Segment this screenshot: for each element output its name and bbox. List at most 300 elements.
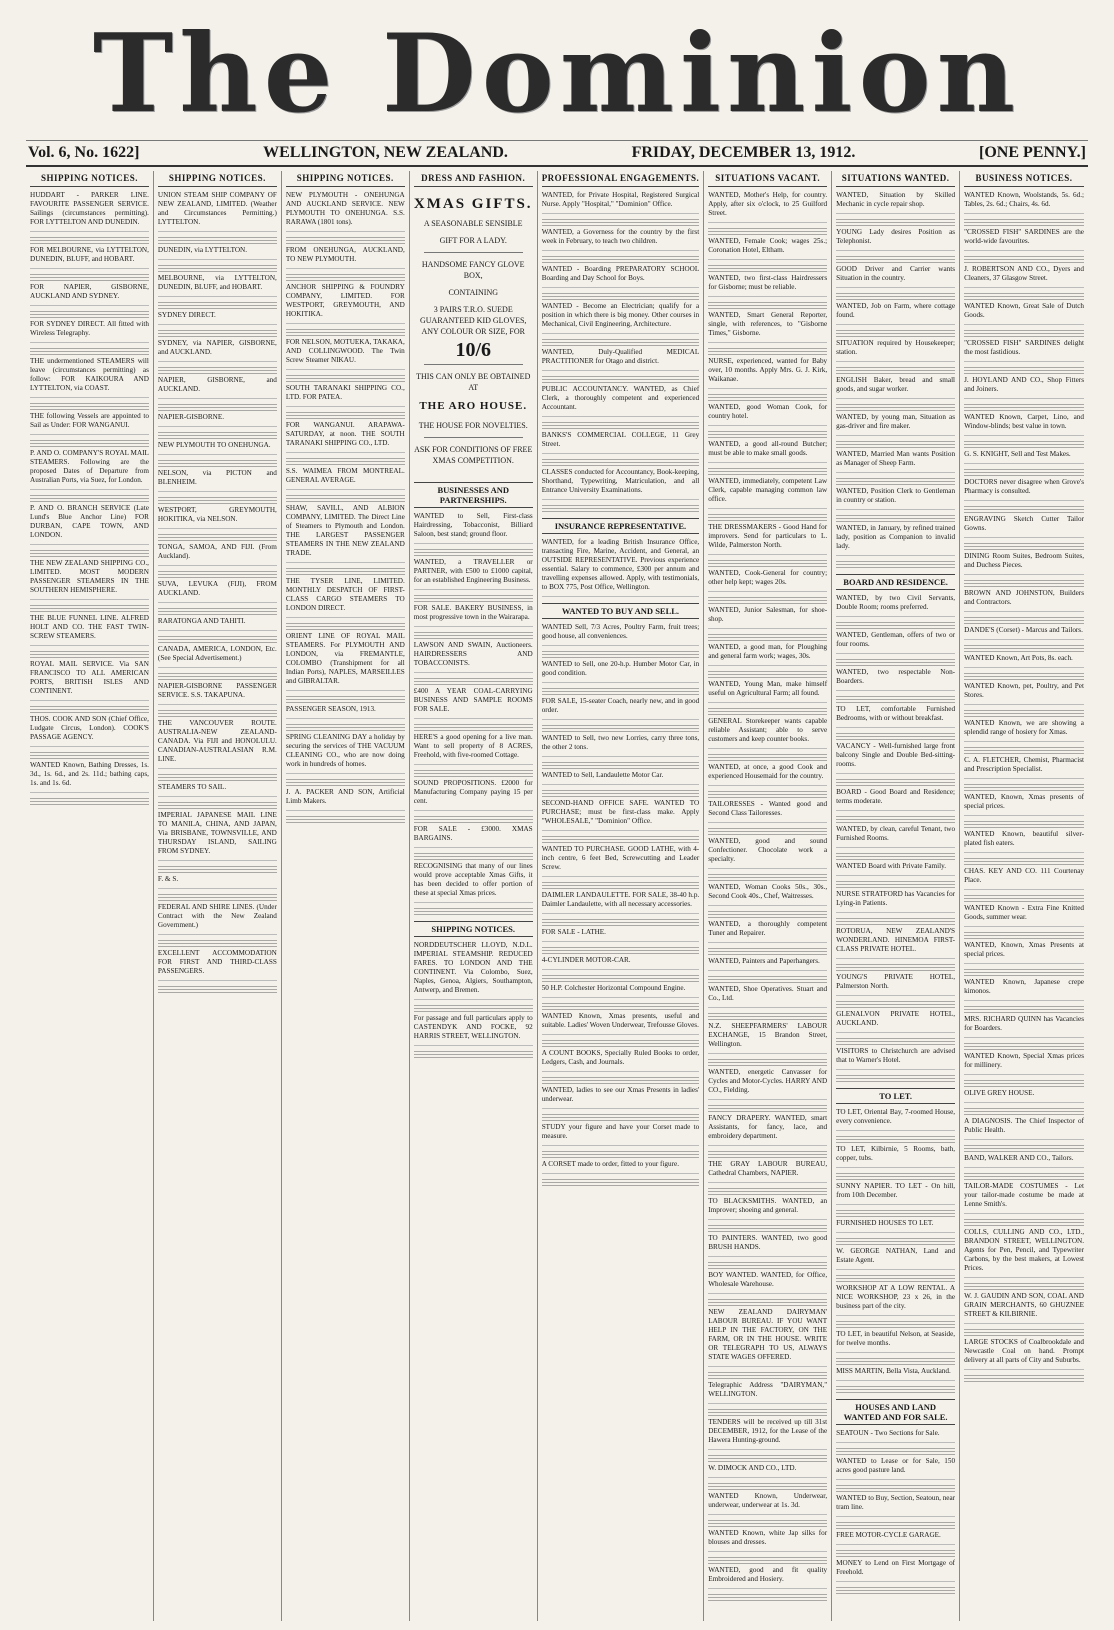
ad-list bbox=[158, 191, 277, 993]
classified-advert: 50 H.P. Colchester Horizontal Compound Engine. bbox=[542, 984, 700, 998]
text-filler bbox=[836, 779, 955, 786]
ad-list bbox=[542, 191, 700, 512]
classified-advert: FOR SALE, 15-seater Coach, nearly new, and in good order. bbox=[542, 697, 700, 720]
classified-advert: THE undermentioned STEAMERS will leave (circumstances permitting) as follow: FOR KAIKOURA AND LYTTELTON, via COAST. bbox=[30, 357, 149, 398]
classified-advert: WANTED, Mother's Help, for country. Apply, after six o'clock, to 25 Guilford Street. bbox=[708, 191, 827, 223]
promo-line: A SEASONABLE SENSIBLE bbox=[423, 219, 523, 228]
text-filler bbox=[836, 1485, 955, 1492]
promo-line: GIFT FOR A LADY. bbox=[439, 236, 507, 245]
classified-advert: WANTED, energetic Canvasser for Cycles and Motor-Cycles. HARRY AND CO., Fielding. bbox=[708, 1068, 827, 1100]
classified-advert: VISITORS to Christchurch are advised that to Warner's Hotel. bbox=[836, 1047, 955, 1070]
ad-list bbox=[836, 594, 955, 1082]
text-filler bbox=[836, 853, 955, 860]
text-filler bbox=[158, 608, 277, 615]
classified-advert: 4-CYLINDER MOTOR-CAR. bbox=[542, 956, 700, 970]
text-filler bbox=[836, 1522, 955, 1529]
text-filler bbox=[708, 1013, 827, 1020]
text-filler bbox=[158, 774, 277, 781]
text-filler bbox=[30, 274, 149, 281]
text-filler bbox=[542, 376, 700, 383]
classified-advert: NAPIER-GISBORNE. bbox=[158, 413, 277, 427]
classified-advert: WANTED, Position Clerk to Gentleman in country or station. bbox=[836, 487, 955, 510]
text-filler bbox=[542, 293, 700, 300]
classified-advert: J. ROBERTSON AND CO., Dyers and Cleaners, 37 Glasgow Street. bbox=[964, 265, 1084, 288]
classified-advert: COLLS, CULLING AND CO., LTD., BRANDON STREET, WELLINGTON. Agents for Pen, Pencil, and Typewriter Carbons, by the best makers, at Lowest Prices. bbox=[964, 1228, 1084, 1278]
text-filler bbox=[286, 724, 405, 731]
classified-advert: SOUND PROPOSITIONS. £2000 for Manufacturing Company paying 15 per cent. bbox=[414, 779, 533, 811]
ad-list bbox=[836, 191, 955, 568]
promo-line: THE HOUSE FOR NOVELTIES. bbox=[418, 421, 528, 430]
section-heading: INSURANCE REPRESENTATIVE. bbox=[542, 518, 700, 534]
text-filler bbox=[414, 549, 533, 556]
column-heading: SHIPPING NOTICES. bbox=[286, 171, 405, 187]
classified-advert: TO PAINTERS. WANTED, two good BRUSH HANDS. bbox=[708, 1234, 827, 1257]
classified-advert: EXCELLENT ACCOMMODATION FOR FIRST AND THIRD-CLASS PASSENGERS. bbox=[158, 949, 277, 981]
text-filler bbox=[836, 219, 955, 226]
classified-advert: ANCHOR SHIPPING & FOUNDRY COMPANY, LIMITED. FOR WESTPORT, GREYMOUTH, AND HOKITIKA. bbox=[286, 283, 405, 324]
text-filler bbox=[964, 404, 1084, 411]
classified-advert: J. A. PACKER AND SON, Artificial Limb Makers. bbox=[286, 788, 405, 811]
text-filler bbox=[158, 940, 277, 947]
classified-advert: TO LET, Kilbirnie, 5 Rooms, bath, copper, tubs. bbox=[836, 1145, 955, 1168]
text-filler bbox=[836, 1550, 955, 1557]
ad-list bbox=[836, 1108, 955, 1393]
classified-advert: WANTED Known, Woolstands, 5s. 6d.; Tables, 2s. 6d.; Chairs, 4s. 6d. bbox=[964, 191, 1084, 214]
text-filler bbox=[708, 1059, 827, 1066]
classified-advert: FURNISHED HOUSES TO LET. bbox=[836, 1219, 955, 1233]
classified-advert: A COUNT BOOKS, Specially Ruled Books to order, Ledgers, Cash, and Journals. bbox=[542, 1049, 700, 1072]
classified-advert: WANTED Known, Underwear, underwear, underwear at 1s. 3d. bbox=[708, 1492, 827, 1515]
insurance-advert: WANTED, for a leading British Insurance Office, transacting Fire, Marine, Accident, and General, an OUTSIDE REPRESENTATIVE. Previous experience essential. Salary to commence, £300 per annum and travelling expenses allowed. Apply, with testimonials, to BOX 775, Post Office, Wellington. bbox=[542, 538, 700, 597]
classified-advert: ENGLISH Baker, bread and small goods, and sugar worker. bbox=[836, 376, 955, 399]
classified-advert: WANTED to Lease or for Sale, 150 acres good pasture land. bbox=[836, 1457, 955, 1480]
text-filler bbox=[836, 441, 955, 448]
dateline bbox=[26, 141, 1088, 167]
text-filler bbox=[708, 1188, 827, 1195]
classified-advert: A CORSET made to order, fitted to your figure. bbox=[542, 1160, 700, 1174]
column-heading: SHIPPING NOTICES. bbox=[30, 171, 149, 187]
text-filler bbox=[708, 708, 827, 715]
classified-advert: THE DRESSMAKERS - Good Hand for improvers. Send for particulars to L. Wilde, Palmerston North. bbox=[708, 523, 827, 555]
classified-advert: NORDDEUTSCHER LLOYD, N.D.L. IMPERIAL STEAMSHIP. REDUCED FARES. TO LONDON AND THE CONTINENT. Via Colombo, Suez, Naples, Genoa, Algiers, Southampton, Antwerp, and Bremen. bbox=[414, 941, 533, 1000]
classified-advert: WANTED, Married Man wants Position as Manager of Sheep Farm. bbox=[836, 450, 955, 473]
promo-house: THE ARO HOUSE. bbox=[419, 400, 528, 412]
text-filler bbox=[836, 1001, 955, 1008]
classified-advert: CLASSES conducted for Accountancy, Book-keeping, Shorthand, Typewriting, Matriculation, and all Entrance University Examinations. bbox=[542, 468, 700, 500]
text-filler bbox=[708, 302, 827, 309]
columns bbox=[26, 171, 1088, 1621]
classified-advert: IMPERIAL JAPANESE MAIL LINE TO MANILA, CHINA, AND JAPAN, Via BRISBANE, TOWNSVILLE, AND THURSDAY ISLAND, SAILING FROM SYDNEY. bbox=[158, 811, 277, 861]
classified-advert: WANTED, Woman Cooks 50s., 30s., Second Cook 40s., Chef, Waitresses. bbox=[708, 883, 827, 906]
classified-advert: WANTED, a Governess for the country by the first week in February, to teach two children. bbox=[542, 228, 700, 251]
classified-advert: SYDNEY DIRECT. bbox=[158, 311, 277, 325]
text-filler bbox=[836, 696, 955, 703]
column-heading: DRESS AND FASHION. bbox=[414, 171, 533, 187]
text-filler bbox=[836, 881, 955, 888]
column-heading: PROFESSIONAL ENGAGEMENTS. bbox=[542, 171, 700, 187]
classified-advert: WANTED Known - Extra Fine Knitted Goods, summer wear. bbox=[964, 904, 1084, 927]
text-filler bbox=[158, 802, 277, 809]
classified-advert: W. DIMOCK AND CO., LTD. bbox=[708, 1464, 827, 1478]
classified-advert: WANTED, Smart General Reporter, single, with references, to "Gisborne Times," Gisborne. bbox=[708, 311, 827, 343]
classified-advert: FANCY DRAPERY. WANTED, smart Assistants, for fancy, lace, and embroidery department. bbox=[708, 1114, 827, 1146]
classified-advert: SOUTH TARANAKI SHIPPING CO., LTD. FOR PATEA. bbox=[286, 384, 405, 407]
classified-advert: A DIAGNOSIS. The Chief Inspector of Public Health. bbox=[964, 1117, 1084, 1140]
classified-advert: WANTED, Duly-Qualified MEDICAL PRACTITIONER for Otago and district. bbox=[542, 348, 700, 371]
text-filler bbox=[708, 874, 827, 881]
text-filler bbox=[964, 932, 1084, 939]
text-filler bbox=[708, 828, 827, 835]
classified-advert: WANTED Known, Japanese crepe kimonos. bbox=[964, 978, 1084, 1001]
classified-advert: BOARD - Good Board and Residence; terms moderate. bbox=[836, 788, 955, 811]
text-filler bbox=[708, 348, 827, 355]
classified-advert: Telegraphic Address "DAIRYMAN," WELLINGTON. bbox=[708, 1381, 827, 1404]
text-filler bbox=[542, 882, 700, 889]
classified-advert: WANTED, a good all-round Butcher; must be able to make small goods. bbox=[708, 440, 827, 463]
classified-advert: DANDE'S (Corset) - Marcus and Tailors. bbox=[964, 626, 1084, 640]
classified-advert: FROM ONEHUNGA, AUCKLAND, TO NEW PLYMOUTH. bbox=[286, 246, 405, 269]
text-filler bbox=[158, 497, 277, 504]
ad-list bbox=[414, 512, 533, 915]
text-filler bbox=[542, 1040, 700, 1047]
text-filler bbox=[964, 1145, 1084, 1152]
classified-advert: S.S. WAIMEA FROM MONTREAL. GENERAL AVERAGE. bbox=[286, 467, 405, 490]
classified-advert: WANTED, immediately, competent Law Clerk, capable managing common law office. bbox=[708, 477, 827, 509]
text-filler bbox=[964, 1006, 1084, 1013]
classified-advert: SUNNY NAPIER. TO LET - On hill, from 10th December. bbox=[836, 1182, 955, 1205]
classified-advert: NELSON, via PICTON and BLENHEIM. bbox=[158, 469, 277, 492]
text-filler bbox=[158, 673, 277, 680]
classified-advert: WANTED Known, Xmas presents, useful and suitable. Ladies' Woven Underwear, Trefousse Gloves. bbox=[542, 1012, 700, 1035]
classified-advert: SPRING CLEANING DAY a holiday by securing the services of THE VACUUM CLEANING CO., who are now doing work in hundreds of homes. bbox=[286, 733, 405, 774]
section-heading: TO LET. bbox=[836, 1088, 955, 1104]
classified-advert: WANTED TO PURCHASE. GOOD LATHE, with 4-inch centre, 6 feet Bed, Screwcutting and Leader Screw. bbox=[542, 845, 700, 877]
section-heading: WANTED TO BUY AND SELL. bbox=[542, 603, 700, 619]
classified-advert: ENGRAVING Sketch Cutter Tailor Gowns. bbox=[964, 515, 1084, 538]
classified-advert: F. & S. bbox=[158, 875, 277, 889]
text-filler bbox=[542, 790, 700, 797]
classified-advert: GENERAL Storekeeper wants capable reliable Assistant; able to serve customers and keep counter books. bbox=[708, 717, 827, 749]
classified-advert: FOR SALE - £3000. XMAS BARGAINS. bbox=[414, 825, 533, 848]
text-filler bbox=[964, 747, 1084, 754]
promo-line: ASK FOR CONDITIONS OF FREE XMAS COMPETITION. bbox=[414, 445, 533, 465]
text-filler bbox=[964, 219, 1084, 226]
text-filler bbox=[964, 645, 1084, 652]
classified-advert: THE GRAY LABOUR BUREAU, Cathedral Chambers, NAPIER. bbox=[708, 1160, 827, 1183]
text-filler bbox=[542, 975, 700, 982]
text-filler bbox=[286, 375, 405, 382]
text-filler bbox=[542, 947, 700, 954]
text-filler bbox=[414, 853, 533, 860]
issue-date: FRIDAY, DECEMBER 13, 1912. bbox=[631, 144, 856, 161]
text-filler bbox=[964, 293, 1084, 300]
classified-advert: C. A. FLETCHER, Chemist, Pharmacist and Prescription Specialist. bbox=[964, 756, 1084, 779]
classified-advert: BAND, WALKER AND CO., Tailors. bbox=[964, 1154, 1084, 1168]
classified-advert: FOR SALE. BAKERY BUSINESS, in most progressive town in the Wairarapa. bbox=[414, 604, 533, 627]
text-filler bbox=[964, 1329, 1084, 1336]
classified-advert: TENDERS will be received up till 31st DECEMBER, 1912, for the Lease of the Hawera Hunting-ground. bbox=[708, 1418, 827, 1450]
text-filler bbox=[30, 495, 149, 502]
text-filler bbox=[708, 1372, 827, 1379]
classified-advert: THE TYSER LINE, LIMITED. MONTHLY DESPATCH OF FIRST-CLASS CARGO STEAMERS TO LONDON DIRECT. bbox=[286, 577, 405, 618]
text-filler bbox=[30, 706, 149, 713]
text-filler bbox=[414, 724, 533, 731]
text-filler bbox=[708, 1299, 827, 1306]
classified-advert: GLENALVON PRIVATE HOTEL, AUCKLAND. bbox=[836, 1010, 955, 1033]
text-filler bbox=[542, 422, 700, 429]
text-filler bbox=[30, 752, 149, 759]
section-heading: BOARD AND RESIDENCE. bbox=[836, 574, 955, 590]
text-filler bbox=[964, 1108, 1084, 1115]
column-business-notices bbox=[960, 171, 1088, 1621]
classified-advert: WANTED, good and fit quality Embroidered and Hosiery. bbox=[708, 1566, 827, 1589]
classified-advert: WANTED, Cook-General for country; other help kept; wages 20s. bbox=[708, 569, 827, 592]
classified-advert: NURSE, experienced, wanted for Baby over, 10 months. Apply Mrs. G. J. Kirk, Waikanae. bbox=[708, 357, 827, 389]
classified-advert: NAPIER, GISBORNE, and AUCKLAND. bbox=[158, 376, 277, 399]
classified-advert: YOUNG'S PRIVATE HOTEL, Palmerston North. bbox=[836, 973, 955, 996]
text-filler bbox=[542, 256, 700, 263]
text-filler bbox=[708, 1594, 827, 1601]
text-filler bbox=[964, 1080, 1084, 1087]
column-shipping-2 bbox=[154, 171, 282, 1621]
classified-advert: WANTED, for Private Hospital, Registered Surgical Nurse. Apply "Hospital," "Dominion" Office. bbox=[542, 191, 700, 214]
classified-advert: WESTPORT, GREYMOUTH, HOKITIKA, via NELSON. bbox=[158, 506, 277, 529]
classified-advert: NAPIER-GISBORNE PASSENGER SERVICE. S.S. TAKAPUNA. bbox=[158, 682, 277, 705]
classified-advert: FREE MOTOR-CYCLE GARAGE. bbox=[836, 1531, 955, 1545]
text-filler bbox=[708, 1483, 827, 1490]
text-filler bbox=[836, 1448, 955, 1455]
classified-advert: WANTED Known, Carpet, Lino, and Window-blinds; best value in town. bbox=[964, 413, 1084, 436]
text-filler bbox=[708, 228, 827, 235]
classified-advert: ROYAL MAIL SERVICE. Via SAN FRANCISCO TO ALL AMERICAN PORTS, BRITISH ISLES AND CONTINENT. bbox=[30, 660, 149, 701]
text-filler bbox=[286, 779, 405, 786]
classified-advert: TO LET, in beautiful Nelson, at Seaside, for twelve months. bbox=[836, 1330, 955, 1353]
text-filler bbox=[158, 636, 277, 643]
classified-advert: RECOGNISING that many of our lines would prove acceptable Xmas Gifts, it has been decided to offer portion of these at special Xmas prices. bbox=[414, 862, 533, 903]
classified-advert: SUVA, LEVUKA (FIJI), FROM AUCKLAND. bbox=[158, 580, 277, 603]
text-filler bbox=[836, 404, 955, 411]
price: [ONE PENNY.] bbox=[979, 144, 1086, 161]
text-filler bbox=[414, 595, 533, 602]
text-filler bbox=[542, 1179, 700, 1186]
classified-advert: SYDNEY, via NAPIER, GISBORNE, and AUCKLAND. bbox=[158, 339, 277, 362]
text-filler bbox=[964, 784, 1084, 791]
ad-list bbox=[708, 191, 827, 1601]
classified-advert: DAIMLER LANDAULETTE. FOR SALE, 38-40 h.p. Daimler Landaulette, with all necessary accessories. bbox=[542, 891, 700, 914]
text-filler bbox=[30, 348, 149, 355]
classified-advert: TAILOR-MADE COSTUMES - Let your tailor-made costume be made at Lenne Smith's. bbox=[964, 1182, 1084, 1214]
classified-advert: WANTED, Junior Salesman, for shoe-shop. bbox=[708, 606, 827, 629]
classified-advert: WANTED Known, Bathing Dresses, 1s. 3d., 1s. 6d., and 2s. 11d.; bathing caps, 1s. and 1s. 6d. bbox=[30, 761, 149, 793]
text-filler bbox=[836, 256, 955, 263]
classified-advert: PUBLIC ACCOUNTANCY. WANTED, as Chief Clerk, a thoroughly competent and experienced Accountant. bbox=[542, 385, 700, 417]
classified-advert: SITUATION required by Housekeeper; station. bbox=[836, 339, 955, 362]
classified-advert: P. AND O. COMPANY'S ROYAL MAIL STEAMERS. Following are the proposed Dates of Departure from Australian Ports, via Suez, for London. bbox=[30, 449, 149, 490]
classified-advert: HERE'S a good opening for a live man. Want to sell property of 8 ACRES, Freehold, with five-roomed Cottage. bbox=[414, 733, 533, 765]
column-heading: SHIPPING NOTICES. bbox=[158, 171, 277, 187]
text-filler bbox=[158, 432, 277, 439]
text-filler bbox=[30, 798, 149, 805]
text-filler bbox=[964, 506, 1084, 513]
text-filler bbox=[542, 836, 700, 843]
classified-advert: HUDDART - PARKER LINE. FAVOURITE PASSENGER SERVICE. Sailings (circumstances permitting). FOR LYTTELTON AND DUNEDIN. bbox=[30, 191, 149, 232]
classified-advert: WORKSHOP AT A LOW RENTAL. A NICE WORKSHOP, 23 x 26, in the business part of the city. bbox=[836, 1284, 955, 1316]
classified-advert: WANTED, a thoroughly competent Tuner and Repairer. bbox=[708, 920, 827, 943]
text-filler bbox=[542, 1077, 700, 1084]
classified-advert: J. HOYLAND AND CO., Shop Fitters and Joiners. bbox=[964, 376, 1084, 399]
text-filler bbox=[836, 816, 955, 823]
classified-advert: £400 A YEAR COAL-CARRYING BUSINESS AND SAMPLE ROOMS FOR SALE. bbox=[414, 687, 533, 719]
classified-advert: STEAMERS TO SAIL. bbox=[158, 783, 277, 797]
text-filler bbox=[158, 571, 277, 578]
classified-advert: WANTED Board with Private Family. bbox=[836, 862, 955, 876]
column-situations-wanted bbox=[832, 171, 960, 1621]
classified-advert: CHAS. KEY AND CO. 111 Courtenay Place. bbox=[964, 867, 1084, 890]
classified-advert: WANTED Known, pet, Poultry, and Pet Stores. bbox=[964, 682, 1084, 705]
text-filler bbox=[708, 1225, 827, 1232]
classified-advert: FOR WANGANUI. ARAPAWA-SATURDAY, at noon. THE SOUTH TARANAKI SHIPPING CO., LTD. bbox=[286, 421, 405, 453]
text-filler bbox=[964, 1173, 1084, 1180]
classified-advert: FEDERAL AND SHIRE LINES. (Under Contract with the New Zealand Government.) bbox=[158, 903, 277, 935]
classified-advert: BOY WANTED. WANTED, for Office, Wholesale Warehouse. bbox=[708, 1271, 827, 1294]
ad-list bbox=[286, 191, 405, 823]
text-filler bbox=[708, 394, 827, 401]
classified-advert: FOR SALE - LATHE. bbox=[542, 928, 700, 942]
text-filler bbox=[708, 431, 827, 438]
text-filler bbox=[964, 469, 1084, 476]
classified-advert: THE following Vessels are appointed to Sail as Under: FOR WANGANUI. bbox=[30, 412, 149, 435]
text-filler bbox=[964, 617, 1084, 624]
classified-advert: VACANCY - Well-furnished large front balcony Single and Double Bed-sitting-rooms. bbox=[836, 742, 955, 774]
text-filler bbox=[964, 710, 1084, 717]
divider bbox=[424, 364, 523, 365]
classified-advert: WANTED, Job on Farm, where cottage found. bbox=[836, 302, 955, 325]
classified-advert: WANTED, good and sound Confectioner. Chocolate work a specialty. bbox=[708, 837, 827, 869]
text-filler bbox=[286, 237, 405, 244]
text-filler bbox=[964, 1375, 1084, 1382]
text-filler bbox=[542, 505, 700, 512]
classified-advert: NEW PLYMOUTH - ONEHUNGA AND AUCKLAND SERVICE. NEW PLYMOUTH TO ONEHUNGA. S.S. RARAWA (1801 tons). bbox=[286, 191, 405, 232]
classified-advert: WANTED, good Woman Cook, for country hotel. bbox=[708, 403, 827, 426]
text-filler bbox=[836, 330, 955, 337]
place: WELLINGTON, NEW ZEALAND. bbox=[263, 144, 508, 161]
classified-advert: TAILORESSES - Wanted good and Second Class Tailoresses. bbox=[708, 800, 827, 823]
column-heading: SITUATIONS VACANT. bbox=[708, 171, 827, 187]
text-filler bbox=[708, 514, 827, 521]
text-filler bbox=[158, 534, 277, 541]
column-shipping-3 bbox=[282, 171, 410, 1621]
text-filler bbox=[708, 911, 827, 918]
text-filler bbox=[542, 651, 700, 658]
text-filler bbox=[30, 237, 149, 244]
text-filler bbox=[158, 986, 277, 993]
ad-list bbox=[30, 191, 149, 805]
text-filler bbox=[414, 678, 533, 685]
classified-advert: WANTED, by two Civil Servants, Double Room; rooms preferred. bbox=[836, 594, 955, 617]
text-filler bbox=[286, 495, 405, 502]
text-filler bbox=[286, 816, 405, 823]
classified-advert: GOOD Driver and Carrier wants Situation in the country. bbox=[836, 265, 955, 288]
classified-advert: "CROSSED FISH" SARDINES are the world-wide favourites. bbox=[964, 228, 1084, 251]
text-filler bbox=[158, 710, 277, 717]
classified-advert: WANTED to Sell, one 20-h.p. Humber Motor Car, in good condition. bbox=[542, 660, 700, 683]
classified-advert: LAWSON AND SWAIN, Auctioneers. HAIRDRESSERS AND TOBACCONISTS. bbox=[414, 641, 533, 673]
classified-advert: LARGE STOCKS of Coalbrookdale and Newcastle Coal on hand. Prompt delivery at all parts of City and Suburbs. bbox=[964, 1338, 1084, 1370]
text-filler bbox=[836, 733, 955, 740]
classified-advert: TO LET, Oriental Bay, 7-roomed House, every convenience. bbox=[836, 1108, 955, 1131]
text-filler bbox=[836, 1238, 955, 1245]
classified-advert: YOUNG Lady desires Position as Telephonist. bbox=[836, 228, 955, 251]
classified-advert: MONEY to Lend on First Mortgage of Freehold. bbox=[836, 1559, 955, 1582]
text-filler bbox=[836, 515, 955, 522]
classified-advert: MISS MARTIN, Bella Vista, Auckland. bbox=[836, 1367, 955, 1381]
classified-advert: DOCTORS never disagree when Grove's Pharmacy is consulted. bbox=[964, 478, 1084, 501]
classified-advert: WANTED - Become an Electrician; qualify for a position in which there is big money. Other courses in Mechanical, Civil Engineering, Architecture. bbox=[542, 302, 700, 334]
classified-advert: For passage and full particulars apply to CASTENDYK AND FOCKE, 92 HARRIS STREET, WELLINGTON. bbox=[414, 1014, 533, 1046]
text-filler bbox=[964, 1283, 1084, 1290]
text-filler bbox=[836, 367, 955, 374]
classified-advert: WANTED Known, white Jap silks for blouses and dresses. bbox=[708, 1529, 827, 1552]
text-filler bbox=[708, 597, 827, 604]
classified-advert: TONGA, SAMOA, AND FIJI. (From Auckland). bbox=[158, 543, 277, 566]
section-heading: SHIPPING NOTICES. bbox=[414, 921, 533, 937]
text-filler bbox=[964, 673, 1084, 680]
text-filler bbox=[286, 623, 405, 630]
text-filler bbox=[30, 550, 149, 557]
promo-line: 3 PAIRS T.R.O. SUEDE GUARANTEED KID GLOVES, ANY COLOUR OR SIZE, FOR bbox=[420, 305, 527, 336]
text-filler bbox=[542, 725, 700, 732]
text-filler bbox=[708, 671, 827, 678]
text-filler bbox=[836, 918, 955, 925]
text-filler bbox=[836, 1075, 955, 1082]
section-heading: HOUSES AND LAND WANTED AND FOR SALE. bbox=[836, 1399, 955, 1425]
classified-advert: ORIENT LINE OF ROYAL MAIL STEAMERS. For PLYMOUTH AND LONDON, via FREMANTLE, COLOMBO (Transhipment for all Indian Ports), NAPLES, MARSEILLES and GIBRALTAR. bbox=[286, 632, 405, 691]
text-filler bbox=[158, 460, 277, 467]
text-filler bbox=[286, 329, 405, 336]
text-filler bbox=[964, 895, 1084, 902]
classified-advert: WANTED Known, we are showing a splendid range of hosiery for Xmas. bbox=[964, 719, 1084, 742]
text-filler bbox=[836, 1275, 955, 1282]
classified-advert: THOS. COOK AND SON (Chief Office, Ludgate Circus, London). COOK'S PASSAGE AGENCY. bbox=[30, 715, 149, 747]
classified-advert: "CROSSED FISH" SARDINES delight the most fastidious. bbox=[964, 339, 1084, 362]
text-filler bbox=[542, 339, 700, 346]
text-filler bbox=[158, 330, 277, 337]
promo-price: 10/6 bbox=[455, 339, 491, 361]
ad-list bbox=[414, 941, 533, 1058]
text-filler bbox=[836, 1038, 955, 1045]
column-heading: BUSINESS NOTICES. bbox=[964, 171, 1084, 187]
classified-advert: WANTED, two first-class Hairdressers for Gisborne; must be reliable. bbox=[708, 274, 827, 297]
text-filler bbox=[836, 1136, 955, 1143]
classified-advert: WANTED to Sell, First-class Hairdressing, Tobacconist, Billiard Saloon, best stand; ground floor. bbox=[414, 512, 533, 544]
xmas-gifts-advert bbox=[414, 191, 533, 476]
classified-advert: WANTED, ladies to see our Xmas Presents in ladies' underwear. bbox=[542, 1086, 700, 1109]
classified-advert: STUDY your figure and have your Corset made to measure. bbox=[542, 1123, 700, 1146]
text-filler bbox=[708, 976, 827, 983]
text-filler bbox=[836, 622, 955, 629]
text-filler bbox=[708, 1520, 827, 1527]
text-filler bbox=[542, 1003, 700, 1010]
classified-advert: WANTED to Sell, two new Lorries, carry three tons, the other 2 tons. bbox=[542, 734, 700, 757]
text-filler bbox=[964, 441, 1084, 448]
classified-advert: FOR NAPIER, GISBORNE, AUCKLAND AND SYDNEY. bbox=[30, 283, 149, 306]
divider bbox=[424, 252, 523, 253]
classified-advert: WANTED, a good man, for Ploughing and general farm work; wages, 30s. bbox=[708, 643, 827, 666]
classified-advert: OLIVE GREY HOUSE. bbox=[964, 1089, 1084, 1103]
classified-advert: WANTED, by young man, Situation as gas-driver and fire maker. bbox=[836, 413, 955, 436]
text-filler bbox=[414, 770, 533, 777]
text-filler bbox=[542, 459, 700, 466]
